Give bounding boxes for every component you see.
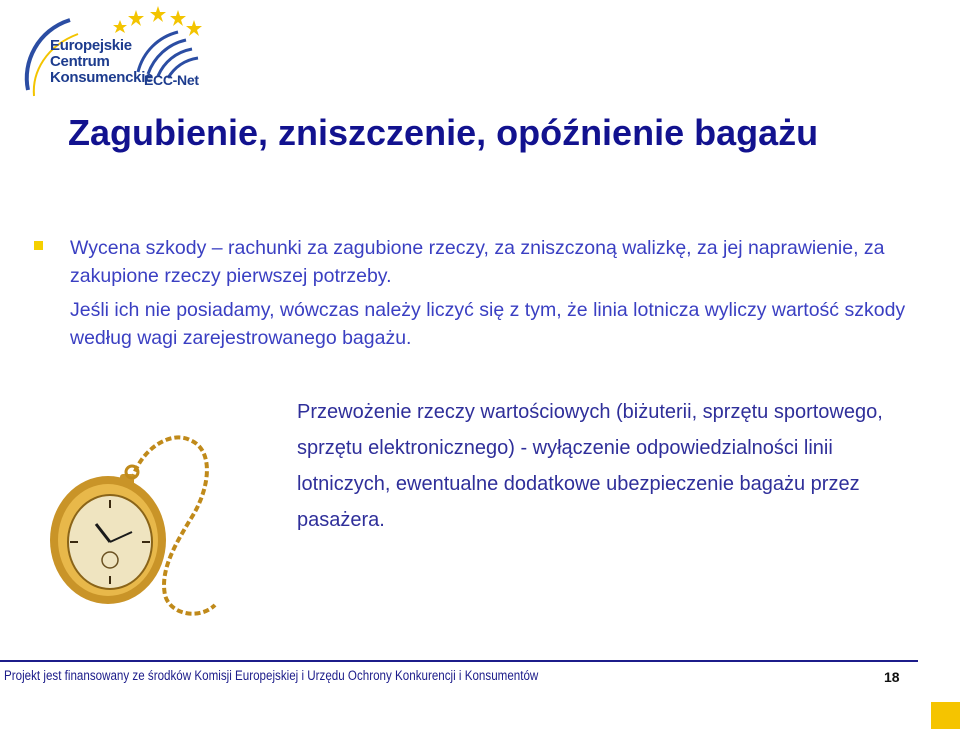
footer-funding-note: Projekt jest finansowany ze środków Komisji Europejskiej i Urzędu Ochrony Konkurencji i Konsumentów [4,668,539,683]
bullet-paragraph-1: Wycena szkody – rachunki za zagubione rzeczy, za zniszczoną walizkę, za jej naprawienie, za zakupione rzeczy pierwszej potrzeby. [70,237,885,287]
bullet-item [34,234,914,352]
bullet-paragraph-2: Jeśli ich nie posiadamy, wówczas należy liczyć się z tym, że linia lotnicza wyliczy wartość szkody według wagi zarejestrowanego bagażu. [70,299,906,349]
square-bullet-icon [34,241,43,250]
logo-wordmark [50,38,153,86]
slide-title: Zagubienie, zniszczenie, opóźnienie bagażu [68,112,819,153]
corner-decoration [931,702,960,729]
ecc-logo [18,2,208,102]
logo-line-3: Konsumenckie [50,69,154,86]
logo-line-2: Centrum [50,53,110,70]
footer-divider [0,660,918,662]
valuables-note: Przewożenie rzeczy wartościowych (biżuterii, sprzętu sportowego, sprzętu elektronicznego) - wyłączenie odpowiedzialności linii lotniczych, ewentualne dodatkowe ubezpieczenie bagażu przez pasażera. [297,401,883,531]
logo-network: ECC-Net [144,72,199,88]
page-number: 18 [884,669,900,685]
pocket-watch-image [40,420,280,630]
logo-line-1: Europejskie [50,37,132,54]
